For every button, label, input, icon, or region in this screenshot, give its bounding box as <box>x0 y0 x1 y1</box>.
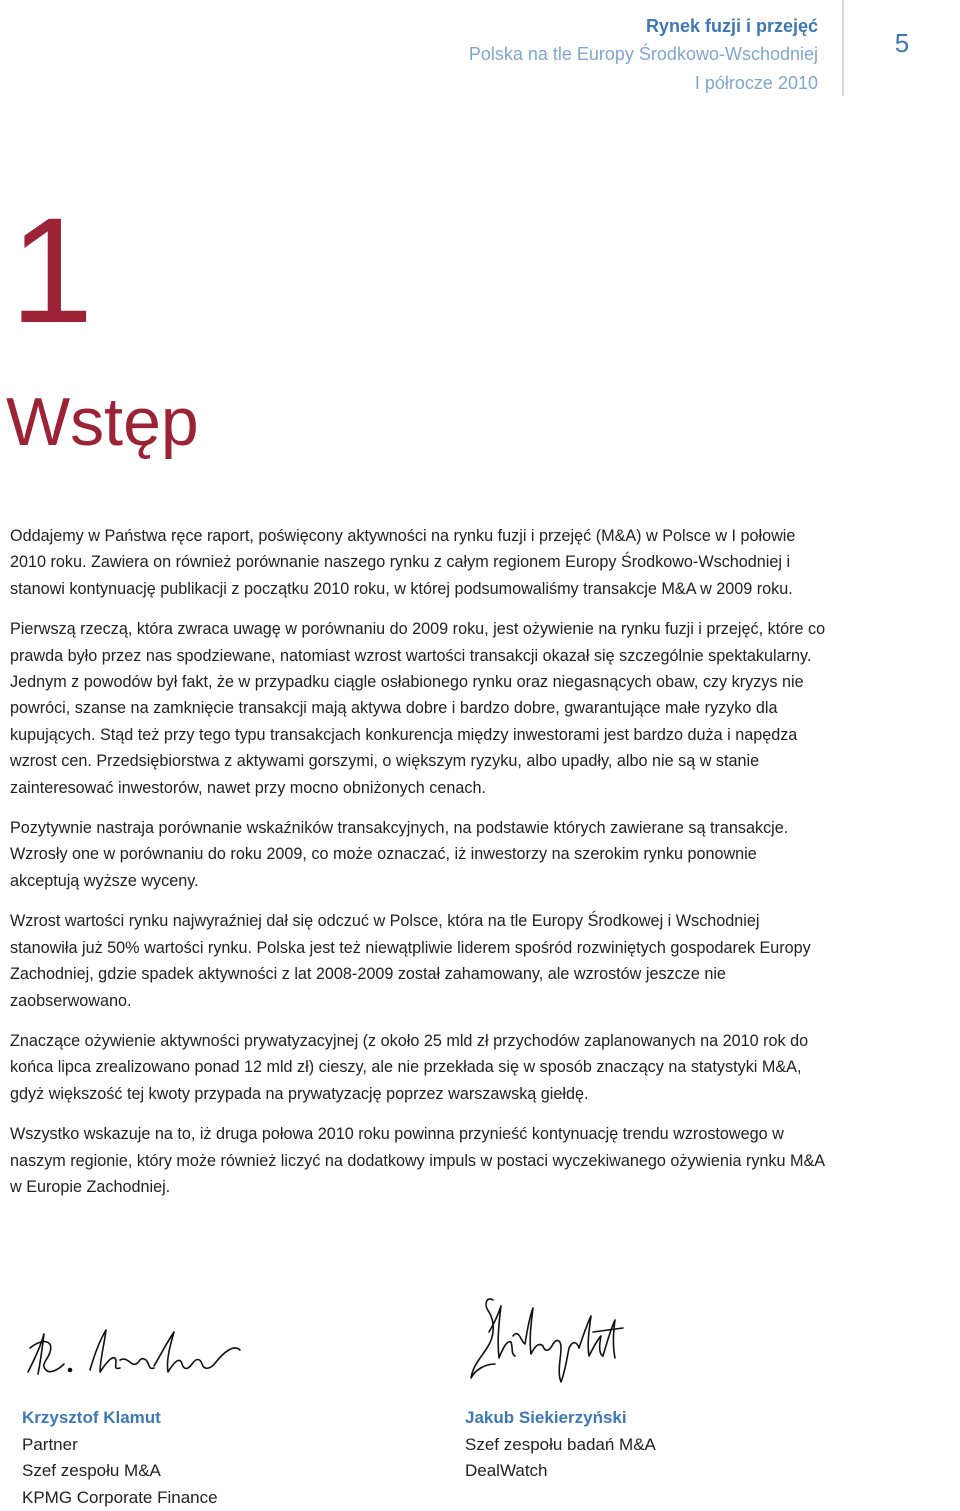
paragraph: Wszystko wskazuje na to, iż druga połowa 2010 roku powinna przynieść kontynuację trendu wzrostowego w naszym regionie, który może również liczyć na dodatkowy impuls w postaci wyczekiwanego ożywienia rynku M&A w Europie Zachodniej. <box>10 1121 830 1200</box>
paragraph: Pozytywnie nastraja porównanie wskaźników transakcyjnych, na podstawie których zawierane są transakcje. Wzrosły one w porównaniu do roku 2009, co może oznaczać, iż inwestorzy na szerokim rynku ponownie akceptują wyższe wyceny. <box>10 815 830 894</box>
signatory-position: Szef zespołu M&A <box>22 1458 218 1485</box>
signatory-siekierzynski <box>465 1405 656 1485</box>
signatory-company: DealWatch <box>465 1458 656 1485</box>
signature-klamut <box>20 1320 245 1380</box>
signatory-position: Szef zespołu badań M&A <box>465 1432 656 1459</box>
signatory-name: Krzysztof Klamut <box>22 1405 218 1432</box>
report-title: Rynek fuzji i przejęć <box>469 12 818 40</box>
paragraph: Wzrost wartości rynku najwyraźniej dał się odczuć w Polsce, która na tle Europy Środkowej i Wschodniej stanowiła już 50% wartości rynku. Polska jest też niewątpliwie liderem spośród rozwiniętych gospodarek Europy Zachodniej, gdzie spadek aktywności z lat 2008-2009 został zahamowany, ale wzrostów jeszcze nie zaobserwowano. <box>10 908 830 1014</box>
chapter-number: 1 <box>10 195 93 345</box>
chapter-title: Wstęp <box>6 382 199 462</box>
signatures-section <box>0 1290 960 1510</box>
page-number: 5 <box>842 0 960 96</box>
report-period: I półrocze 2010 <box>469 69 818 98</box>
page-header <box>469 12 818 98</box>
paragraph: Pierwszą rzeczą, która zwraca uwagę w porównaniu do 2009 roku, jest ożywienie na rynku fuzji i przejęć, które co prawda było przez nas spodziewane, natomiast wzrost wartości transakcji okazał się szczególnie spektakularny. Jednym z powodów był fakt, że w przypadku ciągle osłabionego rynku oraz niegasnących obaw, czy kryzys nie powróci, szanse na zamknięcie transakcji mają aktywa dobre i bardzo dobre, gwarantujące małe ryzyko dla kupujących. Stąd też przy tego typu transakcjach konkurencja między inwestorami jest bardzo duża i napędza wzrost cen. Przedsiębiorstwa z aktywami gorszymi, o większym ryzyku, albo upadły, albo nie są w stanie zainteresować inwestorów, nawet przy mocno obniżonych cenach. <box>10 616 830 801</box>
signatory-role: Partner <box>22 1432 218 1459</box>
signatory-klamut <box>22 1405 218 1511</box>
signatory-company: KPMG Corporate Finance <box>22 1485 218 1511</box>
paragraph: Znaczące ożywienie aktywności prywatyzacyjnej (z około 25 mld zł przychodów zaplanowanych na 2010 rok do końca lipca zrealizowano ponad 12 mld zł) cieszy, ale nie przekłada się w sposób znaczący na statystyki M&A, gdyż większość tej kwoty przypada na prywatyzację poprzez warszawską giełdę. <box>10 1028 830 1107</box>
signatory-name: Jakub Siekierzyński <box>465 1405 656 1432</box>
body-text <box>10 523 830 1214</box>
paragraph: Oddajemy w Państwa ręce raport, poświęcony aktywności na rynku fuzji i przejęć (M&A) w Polsce w I połowie 2010 roku. Zawiera on również porównanie naszego rynku z całym regionem Europy Środkowo-Wschodniej i stanowi kontynuację publikacji z początku 2010 roku, w której podsumowaliśmy transakcje M&A w 2009 roku. <box>10 523 830 602</box>
signature-siekierzynski <box>465 1292 625 1387</box>
report-subtitle: Polska na tle Europy Środkowo-Wschodniej <box>469 40 818 69</box>
